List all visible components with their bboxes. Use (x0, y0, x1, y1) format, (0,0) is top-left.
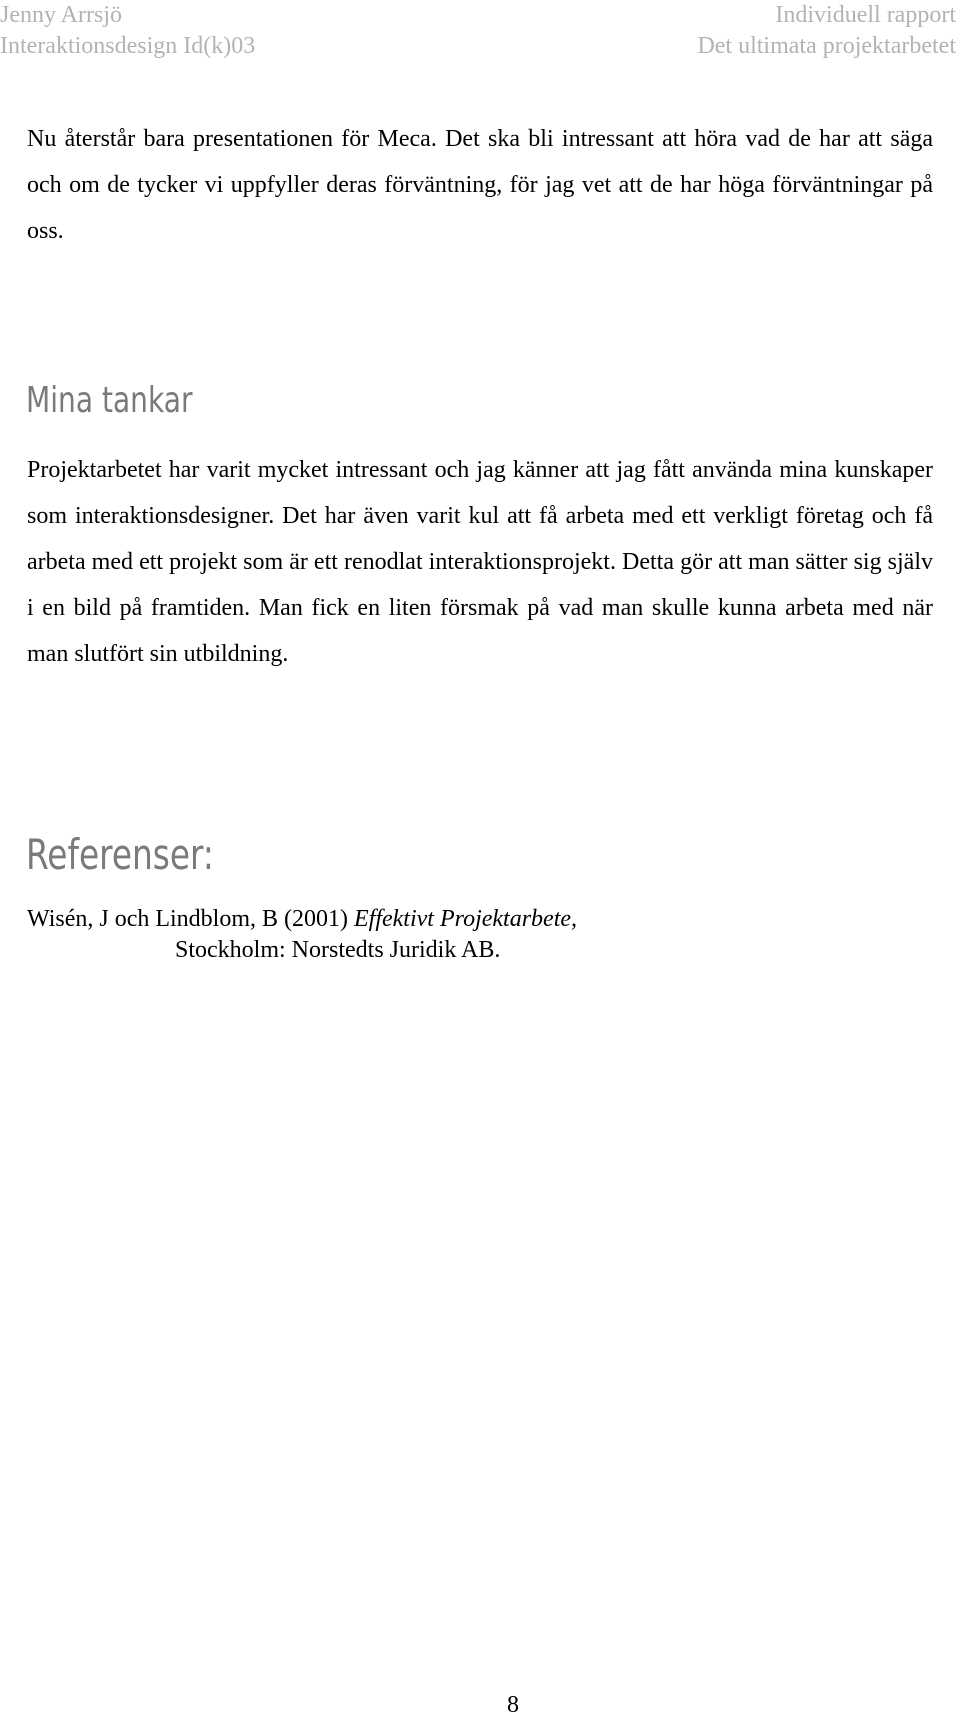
header-left (0, 0, 255, 62)
header-course: Interaktionsdesign Id(k)03 (0, 33, 256, 59)
page-number: 8 (507, 1692, 519, 1718)
section-heading-references: Referenser: (26, 830, 214, 879)
reference-title: Effektivt Projektarbete, (354, 906, 578, 932)
reference-publisher: Stockholm: Norstedts Juridik AB. (175, 937, 501, 963)
reference-authors-year: Wisén, J och Lindblom, B (2001) (27, 906, 354, 932)
header-section: Det ultimata projektarbetet (697, 33, 956, 59)
thoughts-paragraph: Projektarbetet har varit mycket intressant och jag känner att jag fått använda mina kunskaper som interaktionsdesigner. Det har även varit kul att få arbeta med ett verkligt företag och få arbeta med ett projekt som är ett renodlat interaktionsprojekt. Detta gör att man sätter sig själv i en bild på framtiden. Man fick en liten försmak på vad man skulle kunna arbeta med när man slutfört sin utbildning. (27, 457, 933, 667)
section-heading-thoughts: Mina tankar (26, 380, 193, 421)
header-report-type: Individuell rapport (775, 2, 956, 28)
header-author: Jenny Arrsjö (0, 2, 122, 28)
intro-paragraph: Nu återstår bara presentationen för Meca. Det ska bli intressant att höra vad de har att säga och om de tycker vi uppfyller deras förväntning, för jag vet att de har höga förväntningar på oss. (27, 126, 933, 244)
header-right (697, 0, 956, 62)
reference-entry (27, 904, 933, 966)
